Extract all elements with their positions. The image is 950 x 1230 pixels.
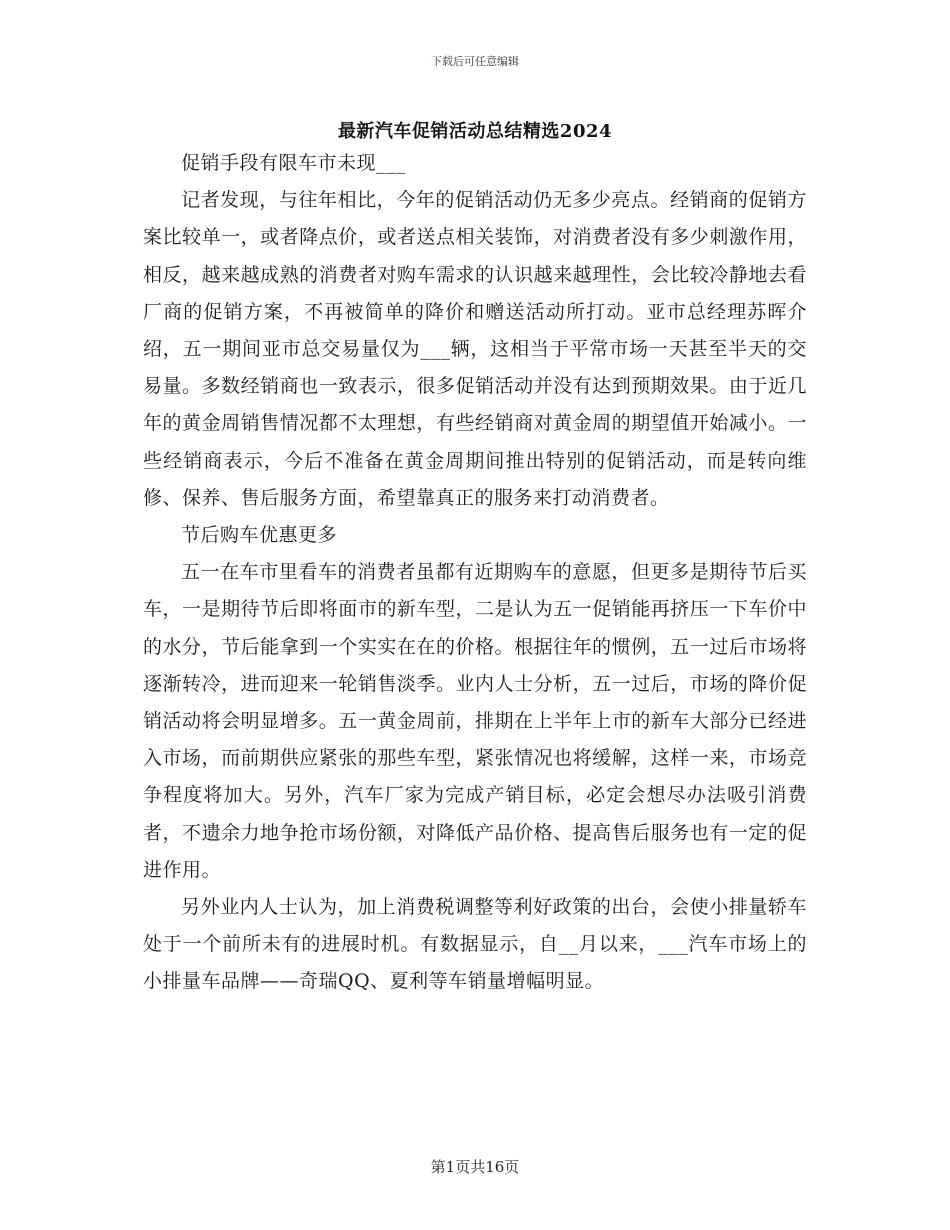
page-number: 第1页共16页 (430, 1158, 520, 1176)
paragraph-1: 记者发现，与往年相比，今年的促销活动仍无多少亮点。经销商的促销方案比较单一，或者降点价，或者送点相关装饰，对消费者没有多少刺激作用，相反，越来越成熟的消费者对购车需求的认识越来越理性，会比较冷静地去看厂商的促销方案，不再被简单的降价和赠送活动所打动。亚市总经理苏晖介绍，五一期间亚市总交易量仅为___辆，这相当于平常市场一天甚至半天的交易量。多数经销商也一致表示，很多促销活动并没有达到预期效果。由于近几年的黄金周销售情况都不太理想，有些经销商对黄金周的期望值开始减小。一些经销商表示，今后不准备在黄金周期间推出特别的促销活动，而是转向维修、保养、售后服务方面，希望靠真正的服务来打动消费者。 (143, 189, 807, 509)
paragraph-3: 另外业内人士认为，加上消费税调整等利好政策的出台，会使小排量轿车处于一个前所未有的进展时机。有数据显示，自__月以来，___汽车市场上的小排量车品牌——奇瑞QQ、夏利等车销量增幅明显。 (143, 896, 807, 993)
document-title: 最新汽车促销活动总结精选2024 (337, 121, 613, 142)
paragraph-subheading-2: 节后购车优惠更多 (181, 524, 338, 547)
paragraph-subheading-1: 促销手段有限车市未现___ (181, 152, 407, 174)
document-body (143, 145, 807, 1001)
paragraph-2: 五一在车市里看车的消费者虽都有近期购车的意愿，但更多是期待节后买车，一是期待节后即将面市的新车型，二是认为五一促销能再挤压一下车价中的水分，节后能拿到一个实实在在的价格。根据往年的惯例，五一过后市场将逐渐转冷，进而迎来一轮销售淡季。业内人士分析，五一过后，市场的降价促销活动将会明显增多。五一黄金周前，排期在上半年上市的新车大部分已经进入市场，而前期供应紧张的那些车型，紧张情况也将缓解，这样一来，市场竞争程度将加大。另外，汽车厂家为完成产销目标，必定会想尽办法吸引消费者，不遗余力地争抢市场份额，对降低产品价格、提高售后服务也有一定的促进作用。 (143, 561, 807, 881)
page-header-note: 下载后可任意编辑 (431, 55, 519, 68)
